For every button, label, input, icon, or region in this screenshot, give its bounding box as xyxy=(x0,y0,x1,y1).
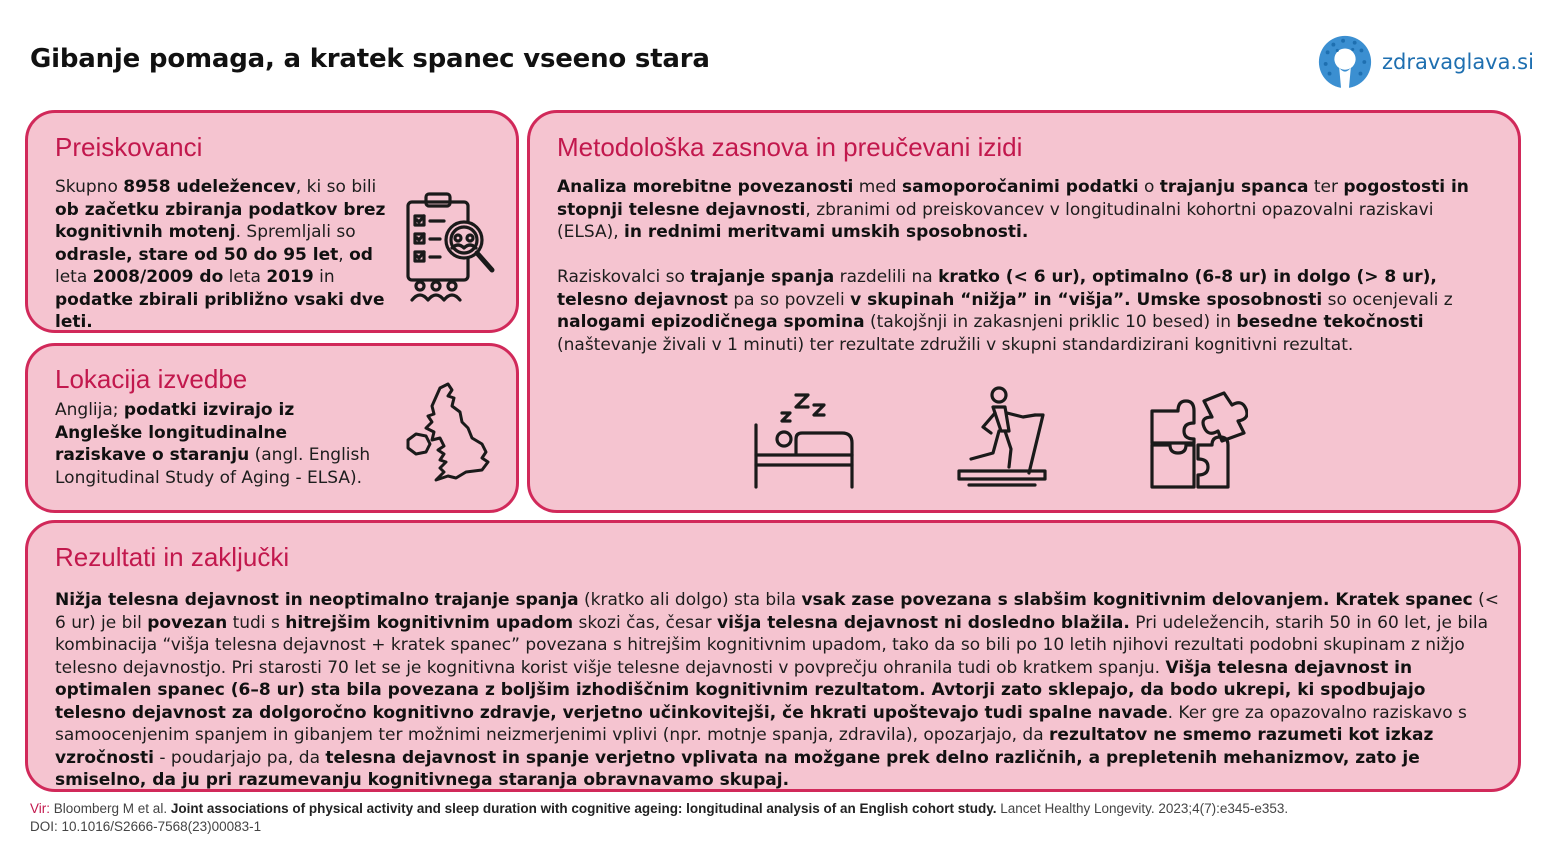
participants-card xyxy=(25,110,519,333)
methodology-heading: Metodološka zasnova in preučevani izidi xyxy=(557,132,1023,162)
logo-head-icon xyxy=(1316,33,1374,91)
results-heading: Rezultati in zaključki xyxy=(55,542,290,572)
treadmill-runner-icon xyxy=(955,385,1051,491)
methodology-text-2: Raziskovalci so trajanje spanja razdelili na kratko (< 6 ur), optimalno (6-8 ur) in dolgo (> 8 ur), telesno dejavnost pa so povzeli v skupinah “nižja” in “višja”. Umske sposobnosti so ocenjevali z nalogami epizodičnega spomina (takojšnji in zakasnjeni priklic 10 besed) in besedne tekočnosti (naštevanje živali v 1 minuti) ter rezultate združili v skupni standardizirani kognitivni rezultat. xyxy=(557,267,1453,355)
participants-heading: Preiskovanci xyxy=(55,132,203,162)
methodology-text-1: Analiza morebitne povezanosti med samoporočanimi podatki o trajanju spanca ter pogostosti in stopnji telesne dejavnosti, zbranimi od preiskovancev v longitudinalni kohortni opazovalni raziskavi (ELSA), in rednimi meritvami umskih sposobnosti. xyxy=(557,177,1469,242)
source-reference: Vir: Bloomberg M et al. Joint associations of physical activity and sleep duration with cognitive ageing: longitudinal analysis of an English cohort study. Lancet Healthy Longevity. 2023;4(7):e345-e353. xyxy=(30,801,1289,816)
uk-map-icon xyxy=(400,380,510,492)
results-text: Nižja telesna dejavnost in neoptimalno trajanje spanja (kratko ali dolgo) sta bila vsak zase povezana s slabšim kognitivnim delovanjem. Kratek spanec (< 6 ur) je bil povezan tudi s hitrejšim kognitivnim upadom skozi čas, česar višja telesna dejavnost ni dosledno blažila. Pri udeležencih, starih 50 in 60 let, je bila kombinacija “višja telesna dejavnost + kratek spanec” povezana s hitrejšim kognitivnim upadom, tako da so bili po 10 letih njihovi rezultati podobni skupinam z nižjo telesno dejavnostjo. Pri starosti 70 let se je kognitivna korist višje telesne dejavnosti v povprečju ohranila tudi ob kratkem spanju. Višja telesna dejavnost in optimalen spanec (6–8 ur) sta bila povezana z boljšim izhodiščnim kognitivnim rezultatom. Avtorji zato sklepajo, da bodo ukrepi, ki spodbujajo telesno dejavnost za dolgoročno kognitivno zdravje, verjetno učinkovitejši, če hkrati upoštevajo tudi spalne navade. Ker gre za opazovalno raziskavo s samoocenjenim spanjem in gibanjem ter možnimi neizmerjenimi vplivi (npr. motnje spanja, zdravila), opozarjajo, da rezultatov ne smemo razumeti kot izkaz vzročnosti - poudarjajo pa, da telesna dejavnost in spanje verjetno vplivata na možgane prek delno različnih, a prepletenih mehanizmov, zato je smiselno, da ju pri razumevanju kognitivnega staranja obravnavamo skupaj. xyxy=(55,590,1499,790)
location-text: Anglija; podatki izvirajo iz Angleške longitudinalne raziskave o staranju (angl. English Longitudinal Study of Aging - ELSA). xyxy=(55,400,371,488)
location-heading: Lokacija izvedbe xyxy=(55,364,248,394)
source-article-title: Joint associations of physical activity and sleep duration with cognitive ageing: longitudinal analysis of an English cohort study. xyxy=(170,801,997,816)
location-card xyxy=(25,343,519,513)
sleep-bed-icon xyxy=(752,391,856,491)
source-doi[interactable]: DOI: 10.1016/S2666-7568(23)00083-1 xyxy=(30,819,262,834)
source-citation xyxy=(30,800,1288,836)
logo[interactable] xyxy=(1316,33,1534,91)
results-card xyxy=(25,520,1521,792)
participants-text: Skupno 8958 udeležencev, ki so bili ob začetku zbiranja podatkov brez kognitivnih motenj. Spremljali so odrasle, stare od 50 do 95 let, od leta 2008/2009 do leta 2019 in podatke zbirali približno vsaki dve leti. xyxy=(55,177,386,332)
puzzle-brain-icon xyxy=(1146,391,1248,491)
logo-text: zdravaglava.si xyxy=(1382,50,1534,74)
page-title: Gibanje pomaga, a kratek spanec vseeno stara xyxy=(30,44,710,74)
methodology-card xyxy=(527,110,1521,513)
survey-clipboard-icon xyxy=(400,188,500,306)
